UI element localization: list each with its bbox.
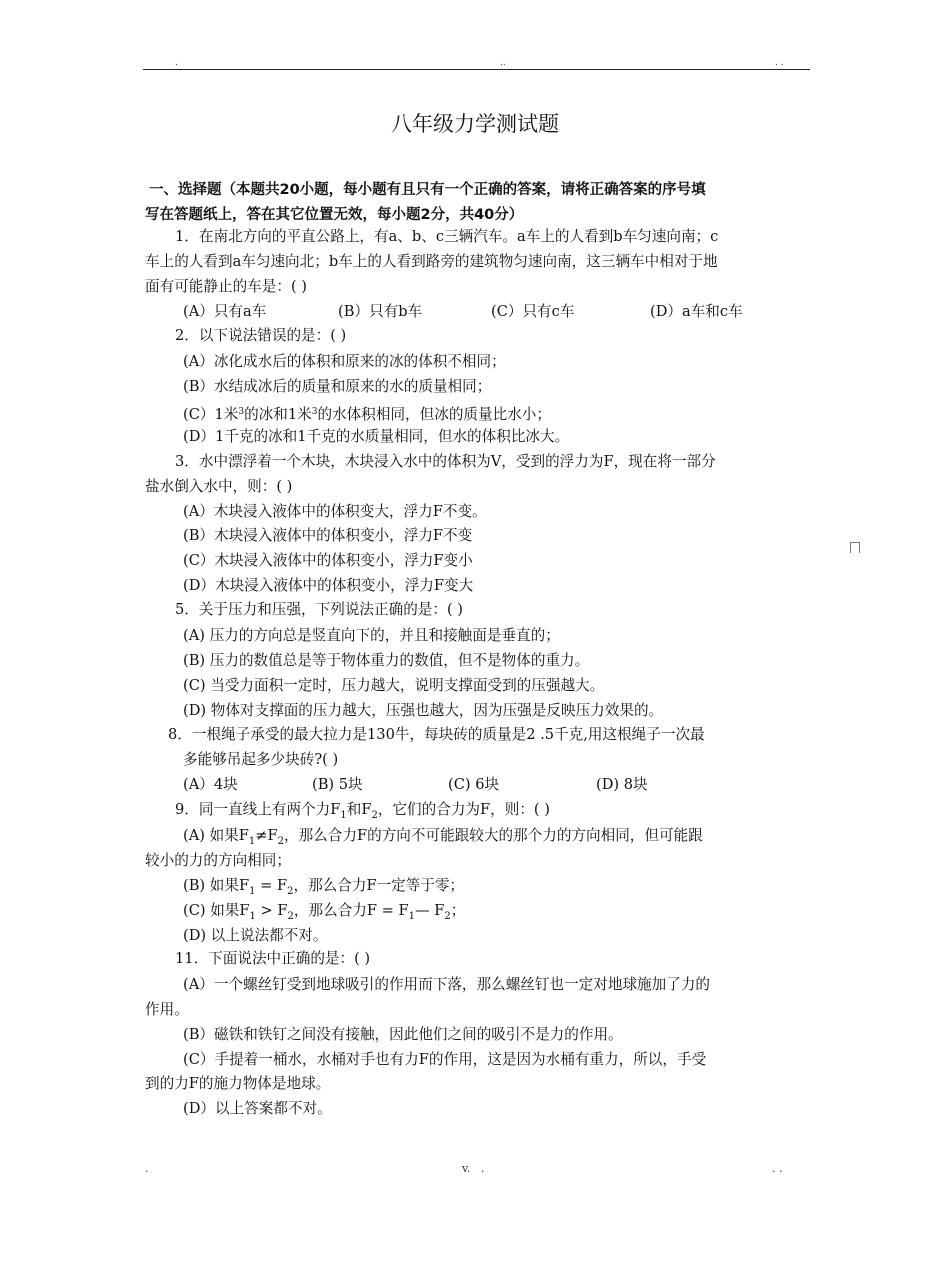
q2-option-d: (D）1千克的冰和1千克的水质量相同，但水的体积比冰大。 bbox=[183, 428, 570, 445]
page-title: 八年级力学测试题 bbox=[391, 112, 559, 136]
q3-line1: 3．水中漂浮着一个木块，木块浸入水中的体积为V，受到的浮力为F，现在将一部分 bbox=[175, 453, 716, 470]
q2-option-c: (C）1米$^3$的冰和1米$^3$的水体积相同，但冰的质量比水小； bbox=[183, 406, 551, 423]
q9-option-c: (C) 如果$F_1 > F_2$，那么合力$F = F_1—$ $F_2$； bbox=[183, 902, 466, 922]
q8-option-a: (A）4块 bbox=[183, 776, 238, 793]
q11-option-a: (A）一个螺丝钉受到地球吸引的作用而下落，那么螺丝钉也一定对地球施加了力的 bbox=[183, 976, 711, 993]
q8-option-c: (C) 6块 bbox=[448, 776, 500, 793]
footer-left-mark: . bbox=[145, 1162, 149, 1175]
q2-option-b: (B）水结成冰后的质量和原来的水的质量相同； bbox=[183, 378, 492, 395]
q11-stem: 11．下面说法中正确的是：( ) bbox=[175, 950, 371, 967]
section-heading bbox=[145, 178, 815, 228]
q3-option-c: (C）木块浸入液体中的体积变小，浮力F变小 bbox=[183, 552, 473, 569]
footer-center-mark: v. . bbox=[462, 1162, 485, 1175]
margin-mark bbox=[850, 542, 860, 553]
header-rule bbox=[143, 69, 810, 70]
q11-option-d: (D）以上答案都不对。 bbox=[183, 1100, 332, 1117]
q9-stem: 9．同一直线上有两个力$F_1$和$F_2$，它们的合力为F，则：( ) bbox=[175, 801, 550, 821]
q2-stem: 2．以下说法错误的是：( ) bbox=[175, 327, 347, 344]
q11-option-a-line2: 作用。 bbox=[145, 1001, 189, 1018]
header-left-mark: . bbox=[175, 58, 178, 68]
q1-option-c: (C）只有c车 bbox=[491, 303, 575, 320]
q1-option-a: (A）只有a车 bbox=[183, 303, 267, 320]
q11-option-c: (C）手提着一桶水，水桶对手也有力F的作用，这是因为水桶有重力，所以，手受 bbox=[183, 1051, 707, 1068]
q8-line2: 多能够吊起多少块砖?( ) bbox=[183, 751, 339, 768]
q9-option-a-line2: 较小的力的方向相同； bbox=[145, 852, 291, 869]
q5-option-c: (C) 当受力面积一定时，压力越大，说明支撑面受到的压强越大。 bbox=[183, 677, 605, 694]
q1-option-d: (D）a车和c车 bbox=[650, 303, 743, 320]
q5-stem: 5．关于压力和压强，下列说法正确的是：( ) bbox=[175, 601, 464, 618]
q3-option-d: (D）木块浸入液体中的体积变小，浮力F变大 bbox=[183, 577, 474, 594]
q3-line2: 盐水倒入水中，则：( ) bbox=[145, 478, 293, 495]
q5-option-d: (D) 物体对支撑面的压力越大，压强也越大，因为压强是反映压力效果的。 bbox=[183, 702, 664, 719]
section-heading-line2: 写在答题纸上，答在其它位置无效，每小题2分，共40分） bbox=[145, 207, 524, 223]
q9-option-b: (B) 如果$F_1 = F_2$，那么合力F一定等于零； bbox=[183, 877, 465, 897]
section-heading-line1: 一、选择题（本题共20小题，每小题有且只有一个正确的答案，请将正确答案的序号填 bbox=[149, 182, 706, 198]
q1-line1: 1．在南北方向的平直公路上，有a、b、c三辆汽车。a车上的人看到b车匀速向南；c bbox=[175, 228, 719, 245]
q9-option-a: (A) 如果$F_1\ne F_2$，那么合力F的方向不可能跟较大的那个力的方向相同，但可能跟 bbox=[183, 827, 703, 847]
q5-option-b: (B) 压力的数值总是等于物体重力的数值，但不是物体的重力。 bbox=[183, 652, 590, 669]
q8-option-d: (D) 8块 bbox=[596, 776, 648, 793]
q5-option-a: (A) 压力的方向总是竖直向下的，并且和接触面是垂直的； bbox=[183, 627, 560, 644]
q9-option-d: (D) 以上说法都不对。 bbox=[183, 927, 328, 944]
q8-option-b: (B) 5块 bbox=[312, 776, 363, 793]
q1-line3: 面有可能静止的车是：( ) bbox=[145, 278, 307, 295]
header-center-mark: .. bbox=[500, 58, 506, 68]
q11-option-c-line2: 到的力F的施力物体是地球。 bbox=[145, 1075, 331, 1092]
q1-line2: 车上的人看到a车匀速向北；b车上的人看到路旁的建筑物匀速向南，这三辆车中相对于地 bbox=[145, 253, 718, 270]
q11-option-b: (B）磁铁和铁钉之间没有接触，因此他们之间的吸引不是力的作用。 bbox=[183, 1026, 623, 1043]
q3-option-b: (B）木块浸入液体中的体积变小，浮力F不变 bbox=[183, 527, 473, 544]
q1-option-b: (B）只有b车 bbox=[338, 303, 423, 320]
q3-option-a: (A）木块浸入液体中的体积变大，浮力F不变。 bbox=[183, 503, 487, 520]
header-right-mark: . . bbox=[775, 58, 784, 68]
footer-right-mark: . . bbox=[772, 1162, 783, 1175]
q8-line1: 8．一根绳子承受的最大拉力是130牛，每块砖的质量是2 .5千克,用这根绳子一次最 bbox=[168, 726, 705, 743]
q2-option-a: (A）冰化成水后的体积和原来的冰的体积不相同； bbox=[183, 353, 506, 370]
